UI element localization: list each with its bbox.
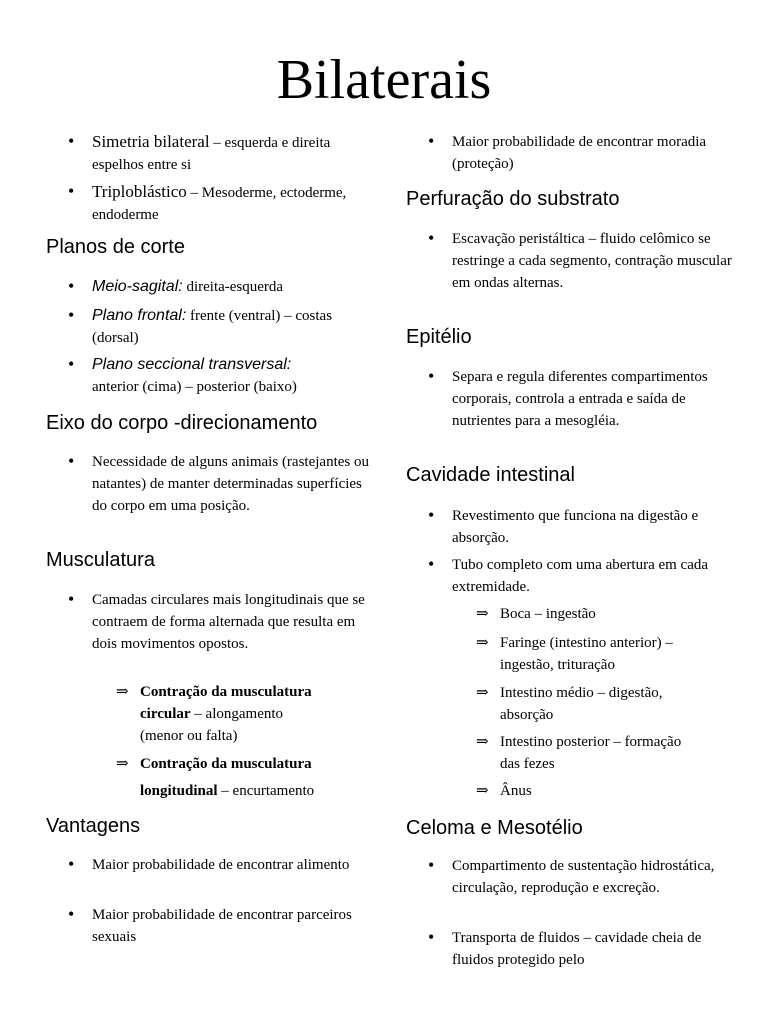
item-italic: Meio-sagital: [92, 278, 183, 295]
list-item: • Maior probabilidade de encontrar alimento [92, 854, 376, 876]
list-item: • Maior probabilidade de encontrar moradia (proteção) [452, 131, 736, 175]
arrow-icon: ⇒ [476, 606, 489, 622]
heading-epitelio: Epitélio [406, 326, 472, 348]
item-italic: Plano seccional transversal: [92, 356, 292, 373]
sub-item [116, 681, 386, 747]
item-text: – esquerda e direita espelhos entre si [92, 135, 331, 173]
list-item: • Maior probabilidade de encontrar parceiros sexuais [92, 904, 376, 948]
item-text: absorção [500, 707, 554, 723]
list-item: • Tubo completo com uma abertura em cada extremidade. [452, 554, 736, 598]
sub-item [476, 682, 746, 726]
item-text: – Mesoderme, ectoderme, endoderme [92, 185, 347, 223]
item-text: Intestino posterior – formação [500, 734, 682, 750]
arrow-icon: ⇒ [116, 756, 129, 772]
item-text: Ânus [500, 783, 532, 799]
heading-perfuracao: Perfuração do substrato [406, 188, 620, 210]
sub-item [476, 603, 746, 625]
sub-item [476, 780, 746, 802]
list-item: • Escavação peristáltica – fluido celômico se restringe a cada segmento, contração muscular em ondas alternas. [452, 228, 736, 294]
list-item [92, 305, 376, 349]
heading-planos: Planos de corte [46, 236, 185, 258]
list-item: • Transporta de fluidos – cavidade cheia de fluidos protegido pelo [452, 927, 736, 971]
item-bold: Contração da musculatura [140, 756, 312, 772]
arrow-icon: ⇒ [116, 684, 129, 700]
arrow-icon: ⇒ [476, 734, 489, 750]
sub-item [476, 632, 746, 676]
list-item: • Separa e regula diferentes compartimentos corporais, controla a entrada e saída de nutrientes para a mesogléia. [452, 366, 736, 432]
item-text: Faringe (intestino anterior) – [500, 635, 673, 651]
list-item [92, 131, 376, 176]
sub-item [476, 731, 746, 775]
item-text: Intestino médio – digestão, [500, 685, 663, 701]
item-bold: Contração da musculatura [140, 684, 312, 700]
item-lead: Triploblástico [92, 182, 187, 201]
list-item: • Revestimento que funciona na digestão e absorção. [452, 505, 736, 549]
heading-celoma: Celoma e Mesotélio [406, 817, 583, 839]
item-text: ingestão, trituração [500, 657, 615, 673]
item-text: – encurtamento [217, 783, 315, 799]
list-item: • Compartimento de sustentação hidrostática, circulação, reprodução e excreção. [452, 855, 736, 899]
list-item: • Camadas circulares mais longitudinais que se contraem de forma alternada que resulta em dois movimentos opostos. [92, 589, 376, 655]
list-item [92, 276, 376, 298]
heading-cavidade: Cavidade intestinal [406, 464, 575, 486]
arrow-icon: ⇒ [476, 635, 489, 651]
heading-eixo: Eixo do corpo -direcionamento [46, 412, 318, 434]
list-item [92, 354, 376, 398]
item-italic: Plano frontal: [92, 307, 187, 324]
arrow-icon: ⇒ [476, 783, 489, 799]
list-item [92, 181, 376, 226]
heading-musculatura: Musculatura [46, 549, 155, 571]
item-text: (menor ou falta) [140, 728, 238, 744]
arrow-icon: ⇒ [476, 685, 489, 701]
sub-item [116, 751, 386, 805]
item-text: frente (ventral) – costas (dorsal) [92, 308, 333, 346]
item-text: anterior (cima) – posterior (baixo) [92, 379, 297, 395]
item-text: das fezes [500, 756, 555, 772]
item-bold: circular [140, 706, 191, 722]
item-text: Boca – ingestão [500, 606, 596, 622]
item-bold: longitudinal [140, 783, 218, 799]
page-title: Bilaterais [276, 49, 492, 111]
item-text: – alongamento [190, 706, 284, 722]
heading-vantagens: Vantagens [46, 815, 141, 837]
item-text: direita-esquerda [182, 279, 284, 295]
item-lead: Simetria bilateral [92, 132, 210, 151]
list-item: • Necessidade de alguns animais (rastejantes ou natantes) de manter determinadas superfícies do corpo em uma posição. [92, 451, 376, 517]
